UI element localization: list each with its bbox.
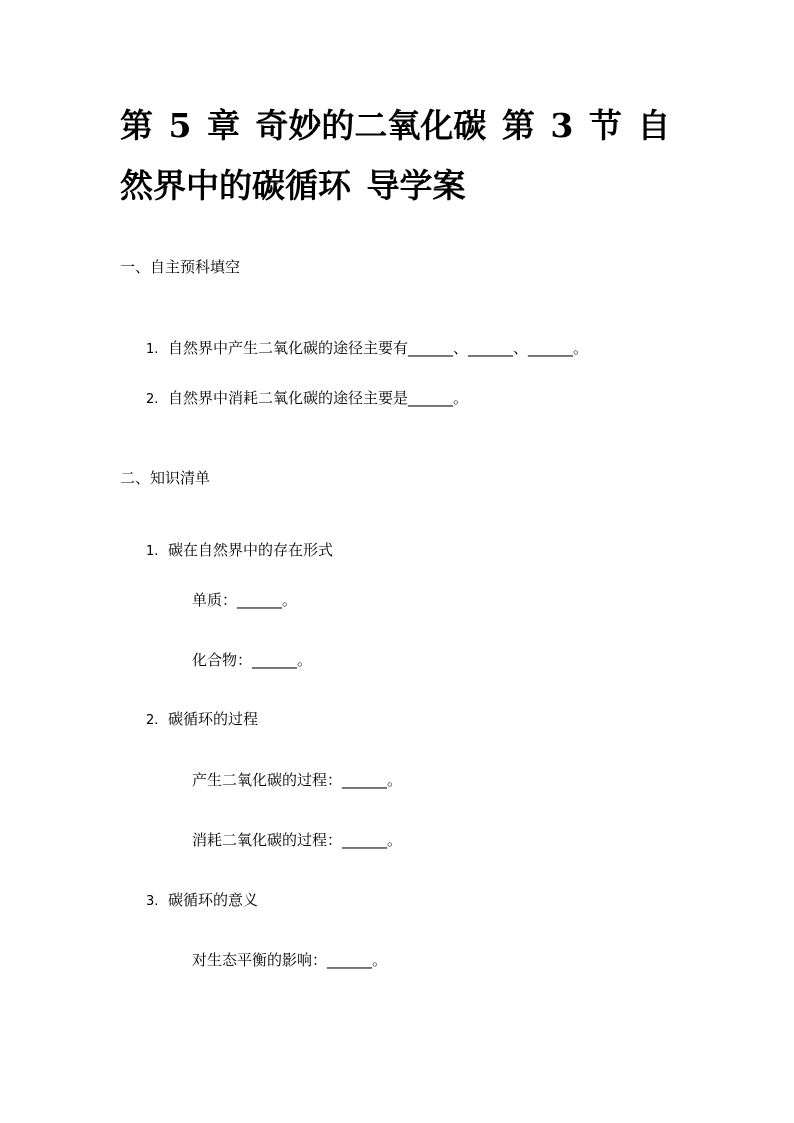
item-text: 碳循环的过程 xyxy=(168,710,259,728)
section-heading-knowledge: 二、知识清单 xyxy=(120,469,211,487)
item-number: 1. xyxy=(146,342,159,357)
list-item xyxy=(146,709,258,731)
list-item xyxy=(146,338,588,360)
item-text: 碳循环的意义 xyxy=(168,891,259,909)
item-text: 自然界中产生二氧化碳的途径主要有______、______、______。 xyxy=(168,339,589,357)
item-number: 1. xyxy=(146,544,159,559)
list-item xyxy=(146,540,333,562)
list-item xyxy=(146,388,468,410)
sub-item: 产生二氧化碳的过程：______。 xyxy=(192,771,403,789)
item-number: 2. xyxy=(146,713,159,728)
document-title-line-2: 然界中的碳循环 导学案 xyxy=(120,166,466,205)
item-text: 碳在自然界中的存在形式 xyxy=(168,541,334,559)
sub-item: 消耗二氧化碳的过程：______。 xyxy=(192,831,403,849)
item-text: 自然界中消耗二氧化碳的途径主要是______。 xyxy=(168,389,469,407)
item-number: 2. xyxy=(146,392,159,407)
sub-item: 对生态平衡的影响：______。 xyxy=(192,951,388,969)
item-number: 3. xyxy=(146,894,159,909)
list-item xyxy=(146,890,258,912)
document-title-line-1: 第 5 章 奇妙的二氧化碳 第 3 节 自 xyxy=(120,106,671,145)
sub-item: 化合物：______。 xyxy=(192,651,313,669)
sub-item: 单质：______。 xyxy=(192,591,298,609)
section-heading-preview: 一、自主预科填空 xyxy=(120,258,241,276)
